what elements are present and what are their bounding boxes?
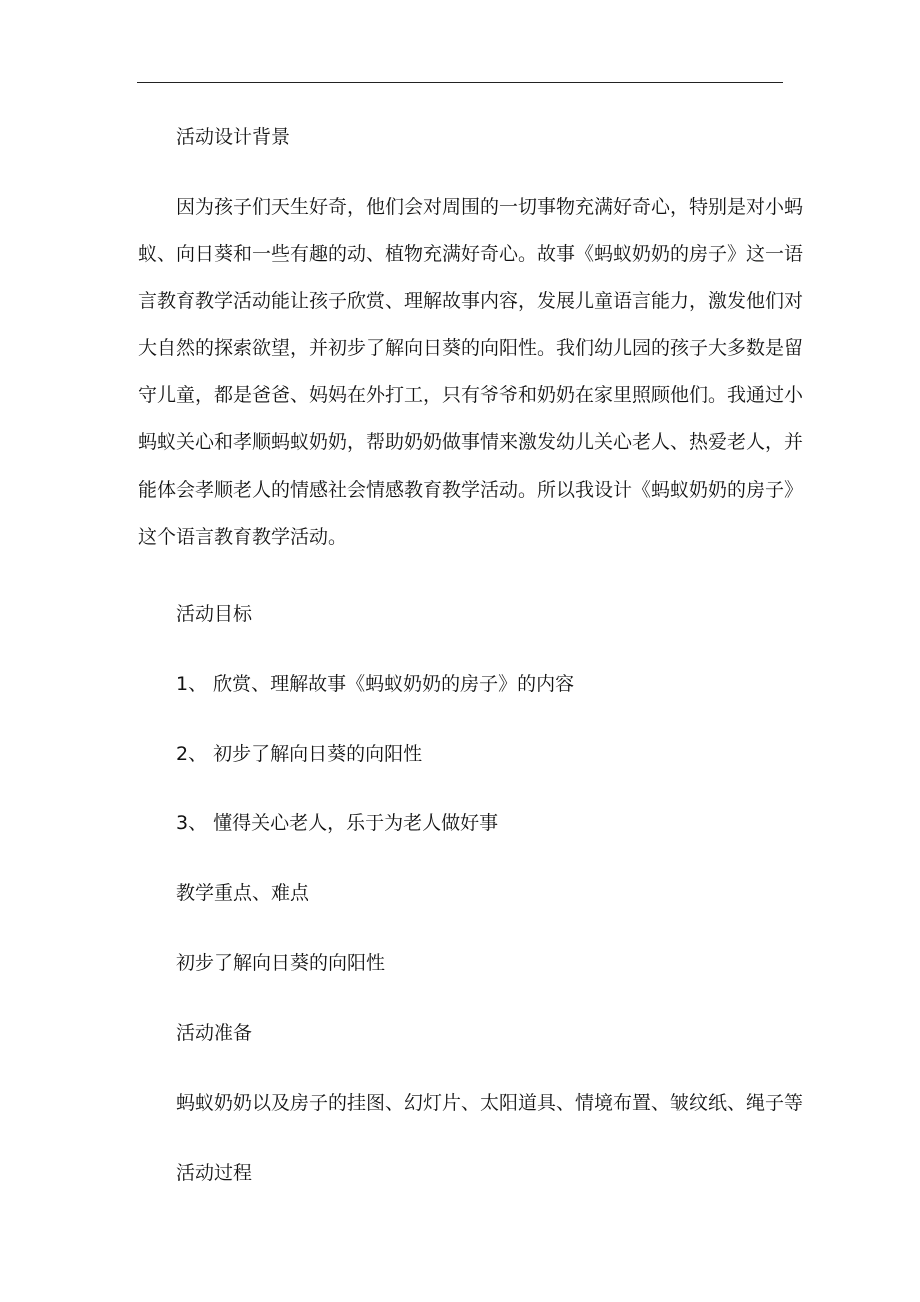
background-line: 这个语言教育教学活动。 <box>138 526 348 548</box>
preparation-text: 蚂蚁奶奶以及房子的挂图、幻灯片、太阳道具、情境布置、皱纹纸、绳子等 <box>176 1092 804 1114</box>
goal-item: 3、 懂得关心老人，乐于为老人做好事 <box>176 812 499 834</box>
background-line: 蚁、向日葵和一些有趣的动、植物充满好奇心。故事《蚂蚁奶奶的房子》这一语 <box>138 243 804 265</box>
heading-key-points: 教学重点、难点 <box>176 882 310 904</box>
goal-item: 1、 欣赏、理解故事《蚂蚁奶奶的房子》的内容 <box>176 673 575 695</box>
heading-process: 活动过程 <box>176 1162 253 1184</box>
background-line: 蚂蚁关心和孝顺蚂蚁奶奶，帮助奶奶做事情来激发幼儿关心老人、热爱老人，并 <box>138 431 804 453</box>
heading-background: 活动设计背景 <box>176 126 291 148</box>
heading-goals: 活动目标 <box>176 603 253 625</box>
heading-preparation: 活动准备 <box>176 1022 253 1044</box>
background-line: 守儿童，都是爸爸、妈妈在外打工，只有爷爷和奶奶在家里照顾他们。我通过小 <box>138 384 804 406</box>
background-line: 能体会孝顺老人的情感社会情感教育教学活动。所以我设计《蚂蚁奶奶的房子》 <box>138 479 804 501</box>
background-line: 大自然的探索欲望，并初步了解向日葵的向阳性。我们幼儿园的孩子大多数是留 <box>138 337 804 359</box>
header-rule <box>137 82 783 83</box>
key-points-text: 初步了解向日葵的向阳性 <box>176 952 386 974</box>
background-line: 言教育教学活动能让孩子欣赏、理解故事内容，发展儿童语言能力，激发他们对 <box>138 290 804 312</box>
background-line: 因为孩子们天生好奇，他们会对周围的一切事物充满好奇心，特别是对小蚂 <box>176 196 804 218</box>
goal-item: 2、 初步了解向日葵的向阳性 <box>176 743 423 765</box>
